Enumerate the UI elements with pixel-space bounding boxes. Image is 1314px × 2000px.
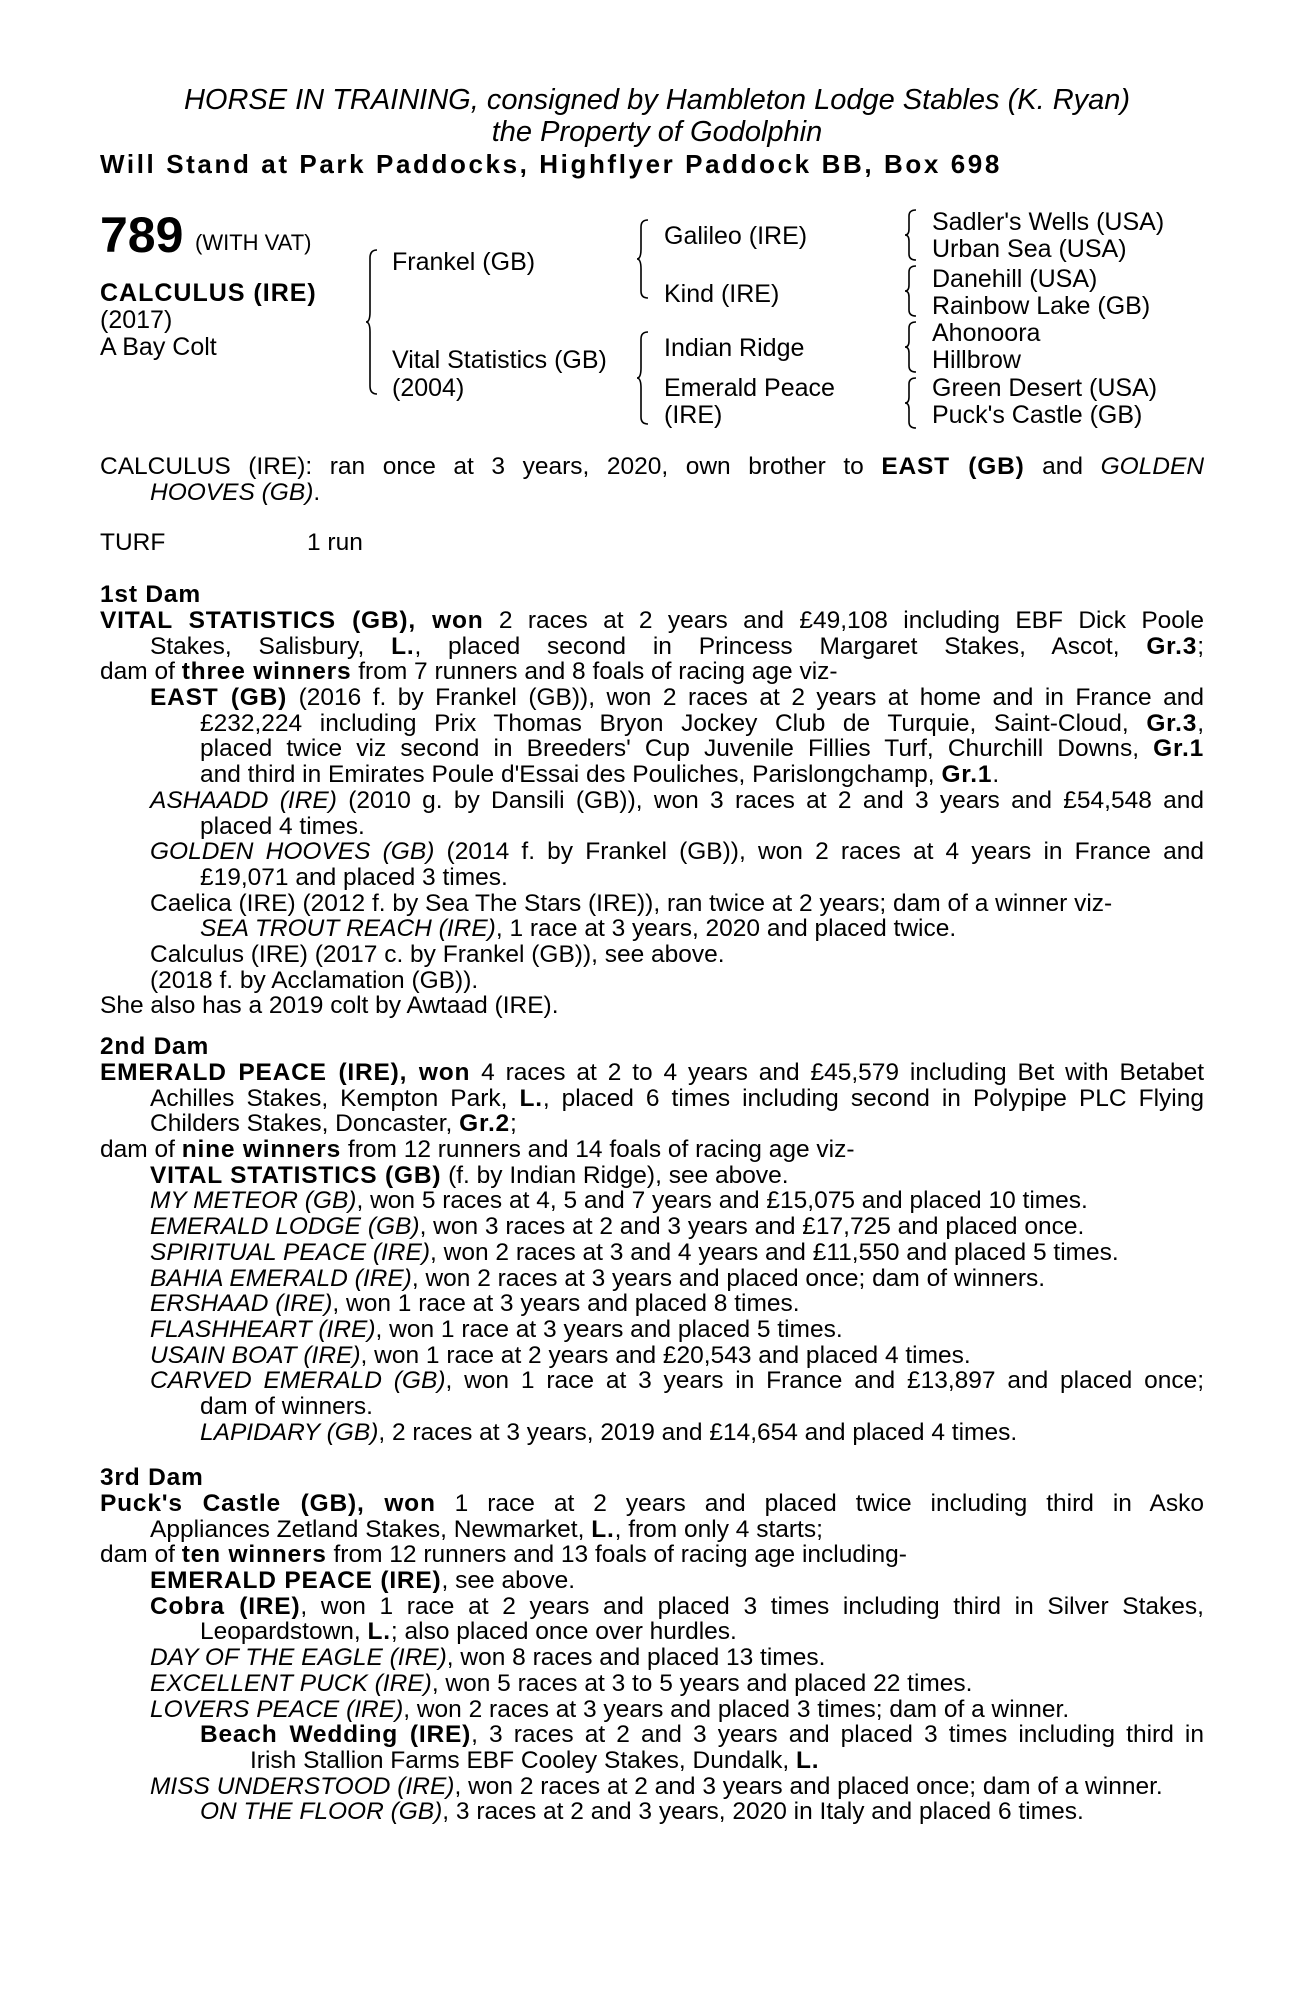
pedigree-brace-3 [636,330,650,426]
text-run: SEA TROUT REACH (IRE) [200,915,496,943]
text-run: dam of [100,658,182,686]
text-line [100,454,1204,480]
second-dam-section [100,1060,1204,1445]
text-run: MISS UNDERSTOOD (IRE) [150,1772,455,1800]
text-line [100,1420,1204,1446]
text-line [100,1137,1204,1163]
text-line [100,1491,1204,1517]
text-run: EMERALD LODGE (GB) [150,1213,420,1241]
text-line [100,1594,1204,1620]
text-run: EMERALD PEACE (IRE), won [100,1059,471,1086]
text-line [100,942,1204,968]
text-run: (2016 f. by Frankel (GB)), won 2 races at 2 years at home and in France and [287,684,1204,712]
text-run: L. [519,1084,543,1112]
text-line [100,1697,1204,1723]
location-line: Will Stand at Park Paddocks, Highflyer Paddock BB, Box 698 [100,149,1002,179]
text-line [100,1317,1204,1343]
text-run: Beach Wedding (IRE) [200,1721,472,1749]
text-run: EAST (GB) [881,453,1025,480]
second-dam-heading: 2nd Dam [100,1033,210,1060]
text-run: dam of winners. [200,1392,373,1420]
text-line [100,1163,1204,1189]
text-run: L. [591,1515,615,1543]
text-line [100,1645,1204,1671]
text-run: 1 race at 2 years and placed twice including third in Asko [435,1490,1205,1517]
pedigree-g3: Danehill (USA) [932,265,1098,293]
pedigree-brace-6 [904,320,918,374]
first-dam-section [100,608,1204,1019]
pedigree-g7: Green Desert (USA) [932,374,1158,402]
pedigree-brace-7 [904,376,918,430]
text-run: Irish Stallion Farms EBF Cooley Stakes, Dundalk, [250,1746,797,1774]
text-line [100,685,1204,711]
text-run: ; [509,1110,517,1138]
text-run: Calculus (IRE) (2017 c. by Frankel (GB)), see above. [150,940,725,968]
text-run: LOVERS PEACE (IRE) [150,1695,404,1723]
text-run: Achilles Stakes, Kempton Park, [150,1084,520,1112]
text-run: GOLDEN [1100,453,1205,480]
text-run: , 1 race at 3 years, 2020 and placed twice. [495,915,957,943]
pedigree-sire-dam: Kind (IRE) [664,280,780,308]
text-run: , won 2 races at 2 and 3 years and placed once; dam of a winner. [454,1772,1163,1800]
text-run: , [1197,709,1204,737]
text-line [100,1542,1204,1568]
text-line [100,788,1204,814]
text-run: ASHAADD (IRE) [150,786,337,814]
pedigree-dam-year: (2004) [392,374,465,402]
text-run: Caelica (IRE) (2012 f. by Sea The Stars (IRE)), ran twice at 2 years; dam of a winner viz- [150,889,1113,917]
pedigree-brace-1 [365,248,379,396]
pedigree-brace-2 [636,218,650,300]
horse-description: A Bay Colt [100,333,217,361]
text-run: (2010 g. by Dansili (GB)), won 3 races at 2 and 3 years and £54,548 and [336,786,1204,814]
text-run: Gr.3 [1146,632,1198,660]
text-run: Cobra (IRE) [150,1592,301,1620]
pedigree-g2: Urban Sea (USA) [932,235,1127,263]
text-run: , 2 races at 3 years, 2019 and £14,654 and placed 4 times. [378,1418,1018,1446]
text-line [100,839,1204,865]
text-run: , see above. [441,1567,576,1595]
text-line [100,1111,1204,1137]
text-line [100,1619,1204,1645]
text-run: (2014 f. by Frankel (GB)), won 2 races at 4 years in France and [434,838,1204,866]
text-run: Puck's Castle (GB), won [100,1490,436,1517]
text-run: Leopardstown, [200,1618,368,1646]
text-run: Stakes, Salisbury, [150,632,392,660]
text-run: HOOVES (GB) [150,478,314,506]
horse-name: CALCULUS (IRE) [100,279,317,307]
text-run: 4 races at 2 to 4 years and £45,579 including Bet with Betabet [470,1059,1205,1086]
text-run: CALCULUS (IRE): ran once at 3 years, 2020, own brother to [100,453,864,480]
pedigree-brace-5 [904,264,918,318]
pedigree-sire-sire: Galileo (IRE) [664,222,808,250]
text-run: DAY OF THE EAGLE (IRE) [150,1644,447,1672]
text-line [100,1748,1204,1774]
text-run: ; also placed once over hurdles. [390,1618,737,1646]
text-run: Gr.3 [1146,709,1198,737]
text-line [100,865,1204,891]
text-run: three winners [181,658,352,686]
text-line [100,480,1204,506]
text-run: from 12 runners and 13 foals of racing age including- [326,1541,907,1569]
text-run: nine winners [181,1136,342,1164]
pedigree-dam-dam-suffix: (IRE) [664,401,723,429]
text-line [100,1291,1204,1317]
text-run: L. [367,1618,391,1646]
text-run: ERSHAAD (IRE) [150,1290,333,1318]
pedigree-g6: Hillbrow [932,346,1021,374]
pedigree-g4: Rainbow Lake (GB) [932,292,1151,320]
race-summary [100,454,1204,505]
text-run: Appliances Zetland Stakes, Newmarket, [150,1515,592,1543]
pedigree-dam-dam: Emerald Peace [664,374,835,402]
text-line [100,814,1204,840]
text-line [100,1188,1204,1214]
text-run: GOLDEN HOOVES (GB) [150,838,435,866]
text-line [100,1266,1204,1292]
text-run: . [313,478,321,506]
text-run: Childers Stakes, Doncaster, [150,1110,460,1138]
text-run: Gr.2 [459,1110,510,1138]
text-line [100,634,1204,660]
pedigree-dam-sire: Indian Ridge [664,334,805,362]
text-run: , won 1 race at 3 years in France and £13,897 and placed once; [445,1367,1205,1395]
text-run: dam of [100,1541,182,1569]
text-run: , won 2 races at 3 and 4 years and £11,550 and placed 5 times. [430,1238,1119,1266]
text-run: , won 2 races at 3 years and placed 3 times; dam of a winner. [403,1695,1070,1723]
text-run: , won 3 races at 2 and 3 years and £17,725 and placed once. [419,1213,1085,1241]
text-line [100,659,1204,685]
text-line [100,993,1204,1019]
text-run: , won 8 races and placed 13 times. [446,1644,826,1672]
text-run: , from only 4 starts; [614,1515,823,1543]
text-run: ON THE FLOOR (GB) [200,1798,443,1826]
text-run: , 3 races at 2 and 3 years and placed 3 times including third in [471,1721,1204,1749]
text-run: SPIRITUAL PEACE (IRE) [150,1238,431,1266]
text-run: She also has a 2019 colt by Awtaad (IRE). [100,992,559,1020]
text-run: L. [796,1746,820,1774]
text-run: from 7 runners and 8 foals of racing age viz- [351,658,838,686]
text-run: EAST (GB) [150,684,288,712]
text-run: from 12 runners and 14 foals of racing age viz- [341,1136,855,1164]
text-line [100,968,1204,994]
text-run: , placed second in Princess Margaret Stakes, Ascot, [414,632,1147,660]
text-run: , won 1 race at 2 years and £20,543 and placed 4 times. [360,1341,971,1369]
text-line [100,1568,1204,1594]
turf-runs: 1 run [307,529,363,556]
text-run: 2 races at 2 years and £49,108 including EBF Dick Poole [483,607,1204,634]
text-run: and third in Emirates Poule d'Essai des Pouliches, Parislongchamp, [200,761,942,789]
third-dam-heading: 3rd Dam [100,1464,204,1491]
text-line [100,916,1204,942]
text-line [100,1517,1204,1543]
text-run: dam of [100,1136,182,1164]
text-run: ten winners [181,1541,327,1569]
text-run: , won 5 races at 4, 5 and 7 years and £15,075 and placed 10 times. [356,1187,1088,1215]
text-run: (2018 f. by Acclamation (GB)). [150,966,479,994]
consignor-line: HORSE IN TRAINING, consigned by Hambleton Lodge Stables (K. Ryan) [183,84,1131,116]
text-run: £232,224 including Prix Thomas Bryon Jockey Club de Turquie, Saint-Cloud, [200,709,1147,737]
text-run: VITAL STATISTICS (GB), won [100,607,484,634]
text-line [100,891,1204,917]
text-line [100,1086,1204,1112]
text-line [100,711,1204,737]
text-run: CARVED EMERALD (GB) [150,1367,446,1395]
text-run: and [1042,453,1083,480]
text-run: (f. by Indian Ridge), see above. [441,1161,789,1189]
text-line [100,1368,1204,1394]
text-run: Gr.1 [941,761,993,789]
lot-number: 789 [100,207,184,263]
pedigree-brace-4 [904,208,918,262]
first-dam-heading: 1st Dam [100,581,201,608]
turf-label: TURF [100,529,166,556]
text-run: MY METEOR (GB) [150,1187,357,1215]
text-run: , placed 6 times including second in Polypipe PLC Flying [542,1084,1204,1112]
text-run: , won 1 race at 3 years and placed 5 times. [375,1315,843,1343]
vat-note: (WITH VAT) [195,230,312,255]
text-run: EMERALD PEACE (IRE) [150,1567,442,1595]
text-run: £19,071 and placed 3 times. [200,863,508,891]
text-line [100,1343,1204,1369]
text-run: VITAL STATISTICS (GB) [150,1161,442,1189]
text-run: USAIN BOAT (IRE) [150,1341,361,1369]
text-run: , won 2 races at 3 years and placed once; dam of winners. [411,1264,1046,1292]
text-line [100,1060,1204,1086]
text-run: , won 1 race at 3 years and placed 8 times. [332,1290,800,1318]
text-line [100,1394,1204,1420]
owner-line: the Property of Godolphin [491,116,823,148]
text-line [100,1240,1204,1266]
text-run: L. [391,632,415,660]
text-line [100,1774,1204,1800]
text-run: FLASHHEART (IRE) [150,1315,376,1343]
text-run: , won 5 races at 3 to 5 years and placed 22 times. [431,1669,973,1697]
text-line [100,608,1204,634]
pedigree-dam: Vital Statistics (GB) [392,346,607,374]
text-run: , 3 races at 2 and 3 years, 2020 in Italy and placed 6 times. [442,1798,1084,1826]
text-run: placed 4 times. [200,812,365,840]
third-dam-section [100,1491,1204,1825]
text-line [100,1671,1204,1697]
text-line [100,736,1204,762]
text-line [100,762,1204,788]
horse-year: (2017) [100,306,173,334]
text-run: , won 1 race at 2 years and placed 3 times including third in Silver Stakes, [300,1592,1204,1620]
text-run: BAHIA EMERALD (IRE) [150,1264,412,1292]
text-run: ; [1197,632,1204,660]
pedigree-g5: Ahonoora [932,319,1041,347]
pedigree-g8: Puck's Castle (GB) [932,401,1143,429]
pedigree-g1: Sadler's Wells (USA) [932,208,1165,236]
pedigree-sire: Frankel (GB) [392,248,536,276]
text-line [100,1722,1204,1748]
text-line [100,1799,1204,1825]
text-run: . [992,761,1000,789]
text-run: EXCELLENT PUCK (IRE) [150,1669,432,1697]
text-line [100,1214,1204,1240]
text-run: LAPIDARY (GB) [200,1418,379,1446]
text-run: placed twice viz second in Breeders' Cup Juvenile Fillies Turf, Churchill Downs, [200,735,1154,763]
text-run: Gr.1 [1153,735,1204,763]
